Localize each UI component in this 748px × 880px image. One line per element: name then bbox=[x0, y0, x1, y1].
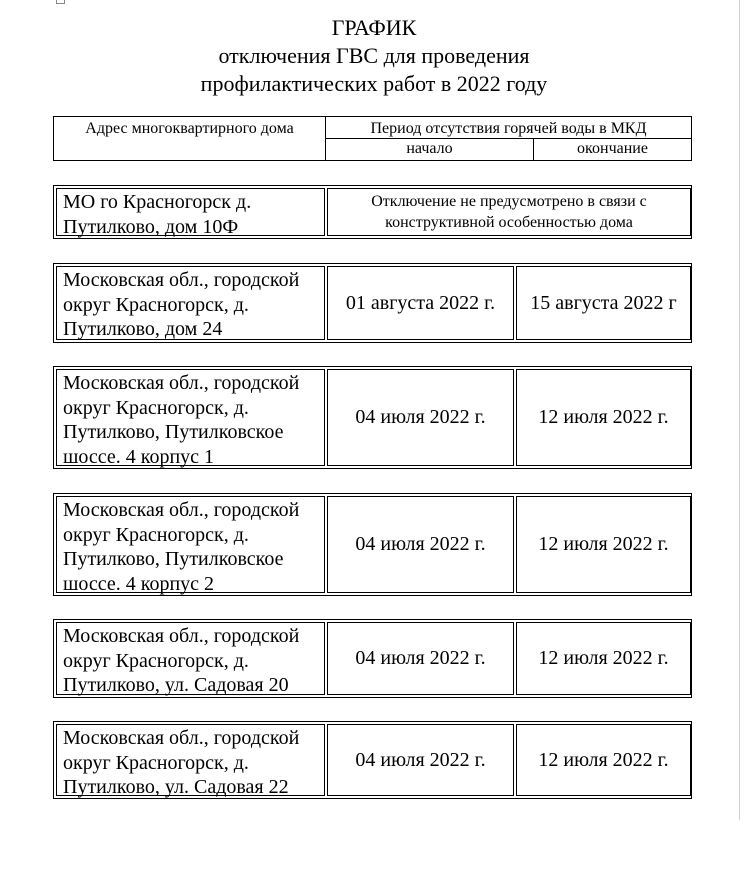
address-line: Путилково, ул. Садовая 22 bbox=[63, 776, 289, 798]
address-line: округ Красногорск, д. bbox=[63, 523, 249, 546]
row-end-date: 12 июля 2022 г. bbox=[516, 369, 691, 466]
row-start-date: 01 августа 2022 г. bbox=[327, 266, 514, 340]
address-line: Путилково, Путилковское bbox=[63, 548, 284, 570]
row-address bbox=[56, 724, 325, 796]
schedule-row bbox=[53, 366, 692, 469]
page-edge bbox=[739, 0, 740, 820]
header-period: Период отсутствия горячей воды в МКД bbox=[326, 117, 691, 139]
row-end-date: 12 июля 2022 г. bbox=[516, 496, 691, 593]
title-line-1: ГРАФИК bbox=[331, 15, 417, 40]
row-end-date: 12 июля 2022 г. bbox=[516, 622, 691, 695]
address-line: Путилково, дом 10Ф bbox=[63, 215, 239, 238]
row-end-date: 15 августа 2022 г bbox=[516, 266, 691, 340]
address-line: Московская обл., городской bbox=[63, 269, 300, 291]
title-line-2: отключения ГВС для проведения bbox=[218, 43, 530, 68]
note-line: Отключение не предусмотрено в связи с bbox=[371, 193, 647, 210]
row-start-date: 04 июля 2022 г. bbox=[327, 724, 514, 796]
address-line: Путилково, ул. Садовая 20 bbox=[63, 674, 289, 696]
row-start-date: 04 июля 2022 г. bbox=[327, 496, 514, 593]
row-note bbox=[327, 188, 691, 236]
schedule-row bbox=[53, 263, 692, 343]
header-start: начало bbox=[326, 139, 534, 160]
address-line: шоссе. 4 корпус 2 bbox=[63, 572, 215, 595]
schedule-row bbox=[53, 185, 692, 239]
address-line: округ Красногорск, д. bbox=[63, 649, 249, 672]
schedule-header bbox=[53, 116, 692, 161]
row-start-date: 04 июля 2022 г. bbox=[327, 369, 514, 466]
schedule-row bbox=[53, 619, 692, 698]
note-line: конструктивной особенностью дома bbox=[385, 214, 633, 231]
row-end-date: 12 июля 2022 г. bbox=[516, 724, 691, 796]
address-line: Московская обл., городской bbox=[63, 499, 300, 521]
row-address bbox=[56, 622, 325, 695]
address-line: Московская обл., городской bbox=[63, 372, 300, 394]
row-start-date: 04 июля 2022 г. bbox=[327, 622, 514, 695]
address-line: Путилково, дом 24 bbox=[63, 318, 223, 340]
header-address: Адрес многоквартирного дома bbox=[54, 117, 326, 160]
address-line: Путилково, Путилковское bbox=[63, 421, 284, 443]
title-line-3: профилактических работ в 2022 году bbox=[200, 71, 548, 96]
schedule-row bbox=[53, 493, 692, 596]
address-line: Московская обл., городской bbox=[63, 727, 300, 749]
address-line: МО го Красногорск д. bbox=[63, 191, 252, 213]
document-title bbox=[0, 14, 748, 98]
address-line: Московская обл., городской bbox=[63, 625, 300, 647]
row-address bbox=[56, 188, 325, 236]
row-address bbox=[56, 266, 325, 340]
address-line: округ Красногорск, д. bbox=[63, 751, 249, 774]
row-address bbox=[56, 496, 325, 593]
address-line: шоссе. 4 корпус 1 bbox=[63, 445, 215, 468]
address-line: округ Красногорск, д. bbox=[63, 396, 249, 419]
address-line: округ Красногорск, д. bbox=[63, 293, 249, 316]
text-cursor-mark bbox=[56, 0, 65, 4]
schedule-row bbox=[53, 721, 692, 799]
header-end: окончание bbox=[577, 140, 648, 157]
row-address bbox=[56, 369, 325, 466]
